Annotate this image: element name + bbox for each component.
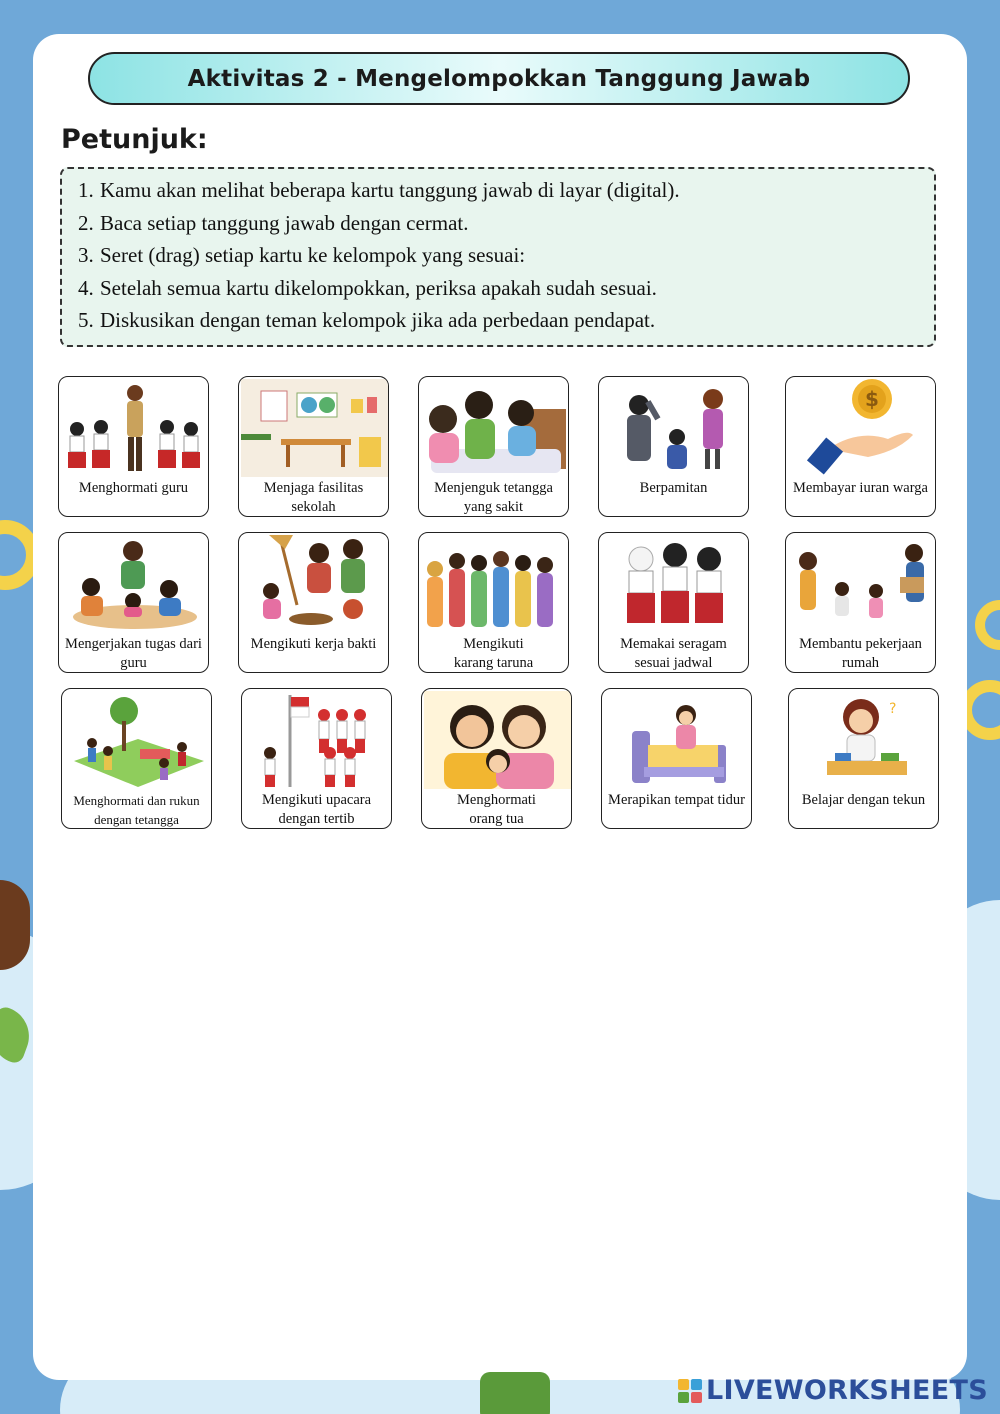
responsibility-card[interactable] xyxy=(238,532,389,673)
instruction-item: 3. Seret (drag) setiap kartu ke kelompok yang sesuai: xyxy=(78,243,526,267)
background-ring xyxy=(975,600,1000,650)
responsibility-card[interactable] xyxy=(238,376,389,517)
house-chores-icon xyxy=(788,535,935,633)
instruction-item: 1. Kamu akan melihat beberapa kartu tanggung jawab di layar (digital). xyxy=(78,178,680,202)
card-label: Memakai seragam sesuai jadwal xyxy=(620,636,727,671)
card-label: Menjaga fasilitas sekolah xyxy=(263,480,364,515)
flag-ceremony-icon xyxy=(244,691,391,789)
responsibility-card[interactable] xyxy=(598,376,749,517)
brand-logo xyxy=(678,1375,988,1406)
homework-icon xyxy=(61,535,208,633)
card-label: Menghormati guru xyxy=(78,480,189,496)
responsibility-card[interactable] xyxy=(785,376,936,517)
background-character xyxy=(480,1372,550,1414)
responsibility-card[interactable] xyxy=(421,688,572,829)
responsibility-card[interactable] xyxy=(601,688,752,829)
card-label: Berpamitan xyxy=(639,480,708,496)
instruction-item: 4. Setelah semua kartu dikelompokkan, periksa apakah sudah sesuai. xyxy=(78,275,657,300)
teacher-students-icon xyxy=(61,379,208,477)
responsibility-card[interactable] xyxy=(58,376,209,517)
card-label: Membayar iuran warga xyxy=(792,480,928,496)
neighbors-icon xyxy=(64,691,211,789)
brand-mark-icon xyxy=(678,1379,702,1403)
card-label: Merapikan tempat tidur xyxy=(608,792,745,808)
coin-hand-icon xyxy=(788,379,935,477)
brand-name: LIVEWORKSHEETS xyxy=(705,1375,988,1406)
responsibility-card[interactable] xyxy=(418,376,569,517)
responsibility-card[interactable] xyxy=(788,688,939,829)
bed-icon xyxy=(604,691,751,789)
waving-goodbye-icon xyxy=(601,379,748,477)
instructions-heading: Petunjuk: xyxy=(61,124,208,155)
card-label: Mengerjakan tugas dari guru xyxy=(65,636,202,671)
visit-sick-icon xyxy=(421,379,568,477)
title-banner xyxy=(88,52,910,105)
worksheet-page xyxy=(33,34,967,1380)
card-label: Menjenguk tetangga yang sakit xyxy=(434,480,553,515)
responsibility-card[interactable] xyxy=(785,532,936,673)
card-label: Mengikuti upacara dengan tertib xyxy=(261,792,372,827)
svg-text:$: $ xyxy=(865,387,879,411)
responsibility-card[interactable] xyxy=(241,688,392,829)
youth-group-icon xyxy=(421,535,568,633)
responsibility-card[interactable] xyxy=(58,532,209,673)
study-icon xyxy=(791,691,938,789)
classroom-icon xyxy=(241,379,388,477)
instructions-box xyxy=(60,167,936,347)
svg-text:?: ? xyxy=(889,701,897,717)
uniform-icon xyxy=(601,535,748,633)
responsibility-card[interactable] xyxy=(418,532,569,673)
card-label: Membantu pekerjaan rumah xyxy=(799,636,922,671)
card-label: Mengikuti kerja bakti xyxy=(250,636,377,652)
card-label: Menghormati orang tua xyxy=(457,792,536,827)
page-title: Aktivitas 2 - Mengelompokkan Tanggung Jawab xyxy=(187,65,811,92)
responsibility-card[interactable] xyxy=(598,532,749,673)
card-label: Mengikuti karang taruna xyxy=(453,636,534,671)
card-label: Belajar dengan tekun xyxy=(801,792,926,808)
card-label: Menghormati dan rukun dengan tetangga xyxy=(73,793,200,827)
cleaning-icon xyxy=(241,535,388,633)
instruction-item: 5. Diskusikan dengan teman kelompok jika ada perbedaan pendapat. xyxy=(78,308,656,332)
instruction-item: 2. Baca setiap tanggung jawab dengan cermat. xyxy=(78,210,469,235)
responsibility-card[interactable] xyxy=(61,688,212,829)
family-icon xyxy=(424,691,571,789)
